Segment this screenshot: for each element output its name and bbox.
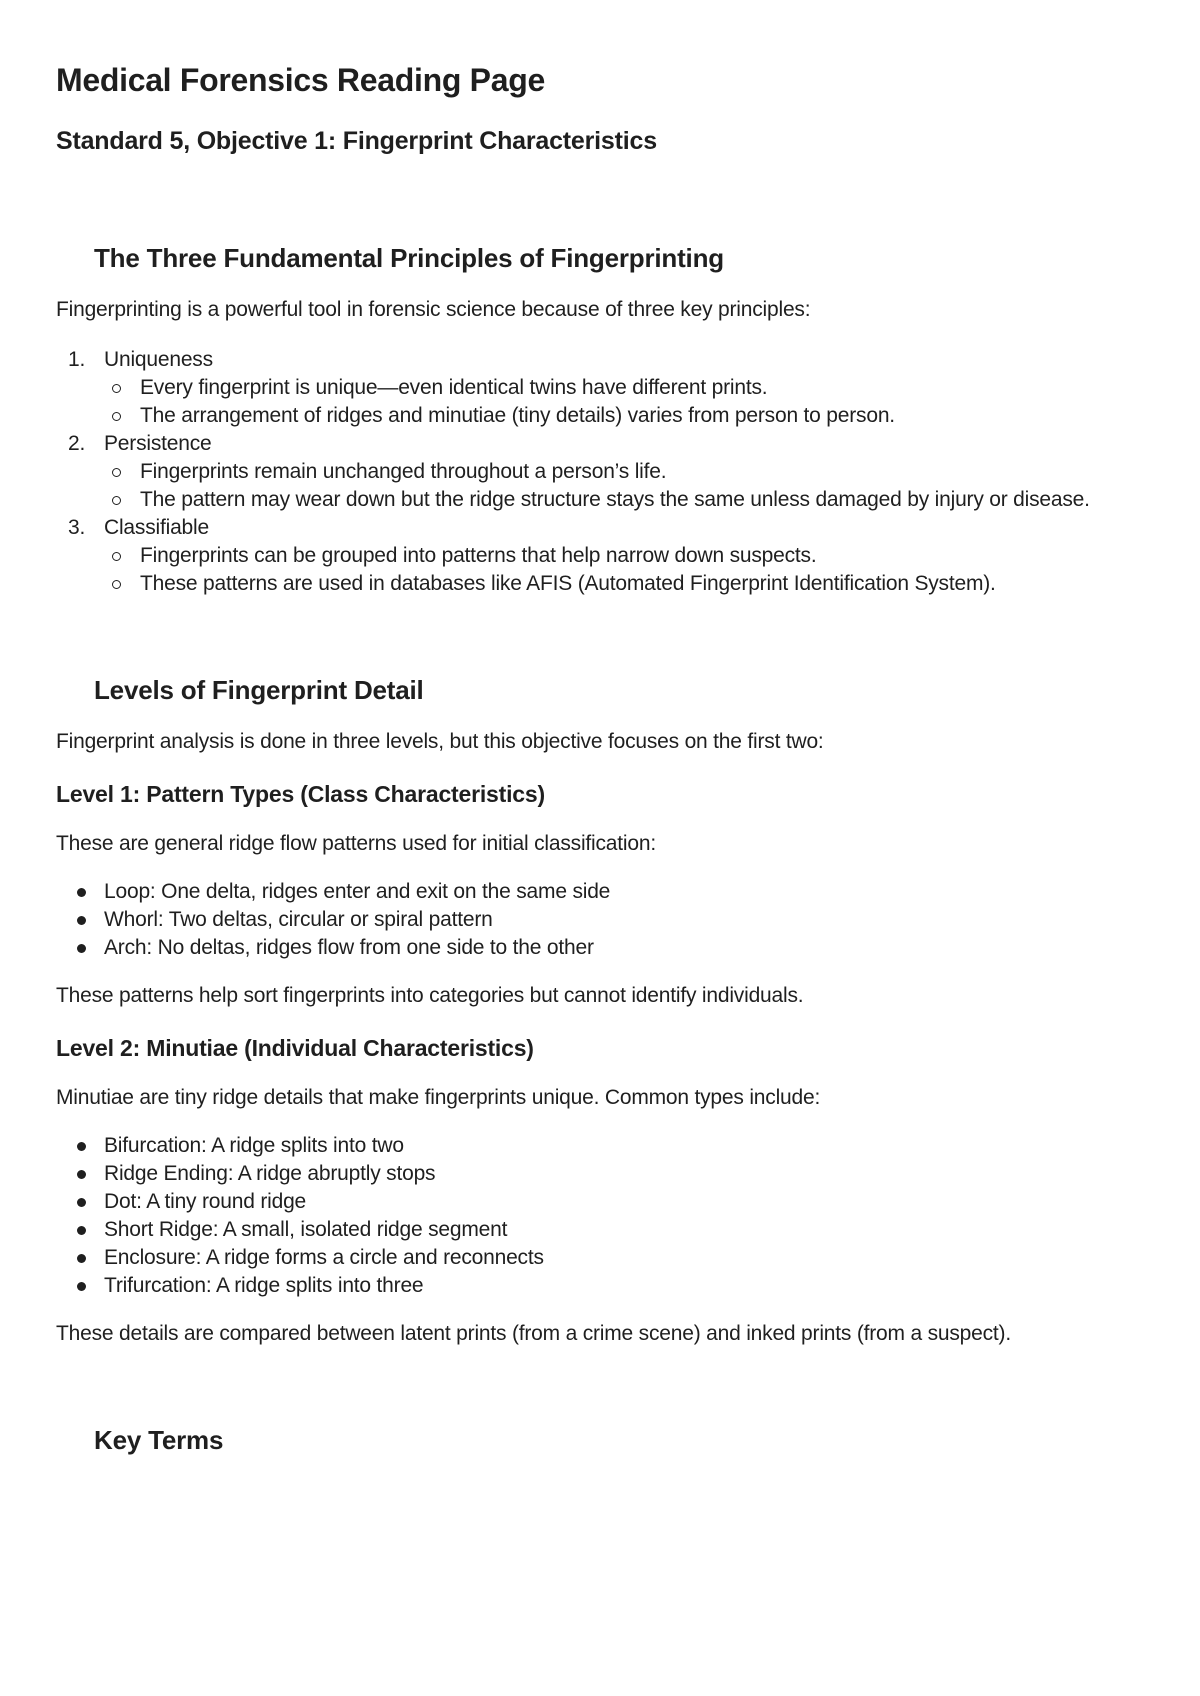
list-item: Loop: One delta, ridges enter and exit on the same side [56,878,1090,906]
list-number: 3. [68,516,86,539]
list-item: Enclosure: A ridge forms a circle and reconnects [56,1244,1090,1272]
page-title: Medical Forensics Reading Page [56,62,545,98]
list-item: Bifurcation: A ridge splits into two [56,1132,1090,1160]
list-item: Ridge Ending: A ridge abruptly stops [56,1160,1090,1188]
level2-intro: Minutiae are tiny ridge details that make fingerprints unique. Common types include: [56,1086,821,1109]
page-subtitle: Standard 5, Objective 1: Fingerprint Characteristics [56,127,657,155]
principles-intro: Fingerprinting is a powerful tool in forensic science because of three key principles: [56,298,811,321]
level1-heading: Level 1: Pattern Types (Class Characteristics) [56,781,545,807]
list-item: Arch: No deltas, ridges flow from one side to the other [56,934,1090,962]
list-item [56,514,1090,598]
list-item: The pattern may wear down but the ridge structure stays the same unless damaged by injury or disease. [104,486,1090,514]
key-terms-heading: Key Terms [94,1425,224,1455]
sub-list [104,542,1090,598]
list-item: The arrangement of ridges and minutiae (tiny details) varies from person to person. [104,402,1090,430]
sub-list [104,374,1090,430]
principle-label: Uniqueness [104,348,213,371]
list-item: Short Ridge: A small, isolated ridge segment [56,1216,1090,1244]
levels-heading: Levels of Fingerprint Detail [94,675,424,705]
list-item: Fingerprints remain unchanged throughout a person’s life. [104,458,1090,486]
level2-minutiae-list [56,1132,1090,1300]
levels-intro: Fingerprint analysis is done in three levels, but this objective focuses on the first two: [56,730,824,753]
list-item [56,346,1090,430]
list-item: Dot: A tiny round ridge [56,1188,1090,1216]
list-item: These patterns are used in databases like AFIS (Automated Fingerprint Identification System). [104,570,1090,598]
level1-pattern-list [56,878,1090,962]
principle-label: Classifiable [104,516,209,539]
list-item: Fingerprints can be grouped into patterns that help narrow down suspects. [104,542,1090,570]
level1-intro: These are general ridge flow patterns used for initial classification: [56,832,656,855]
sub-list [104,458,1090,514]
list-number: 1. [68,348,86,371]
level2-summary: These details are compared between latent prints (from a crime scene) and inked prints (from a suspect). [56,1322,1011,1345]
list-item: Every fingerprint is unique—even identical twins have different prints. [104,374,1090,402]
principles-list [56,346,1090,598]
list-item: Trifurcation: A ridge splits into three [56,1272,1090,1300]
level2-heading: Level 2: Minutiae (Individual Characteristics) [56,1035,534,1061]
list-item [56,430,1090,514]
principles-heading: The Three Fundamental Principles of Fingerprinting [94,243,724,273]
level1-summary: These patterns help sort fingerprints into categories but cannot identify individuals. [56,984,804,1007]
principle-label: Persistence [104,432,212,455]
list-item: Whorl: Two deltas, circular or spiral pattern [56,906,1090,934]
list-number: 2. [68,432,86,455]
